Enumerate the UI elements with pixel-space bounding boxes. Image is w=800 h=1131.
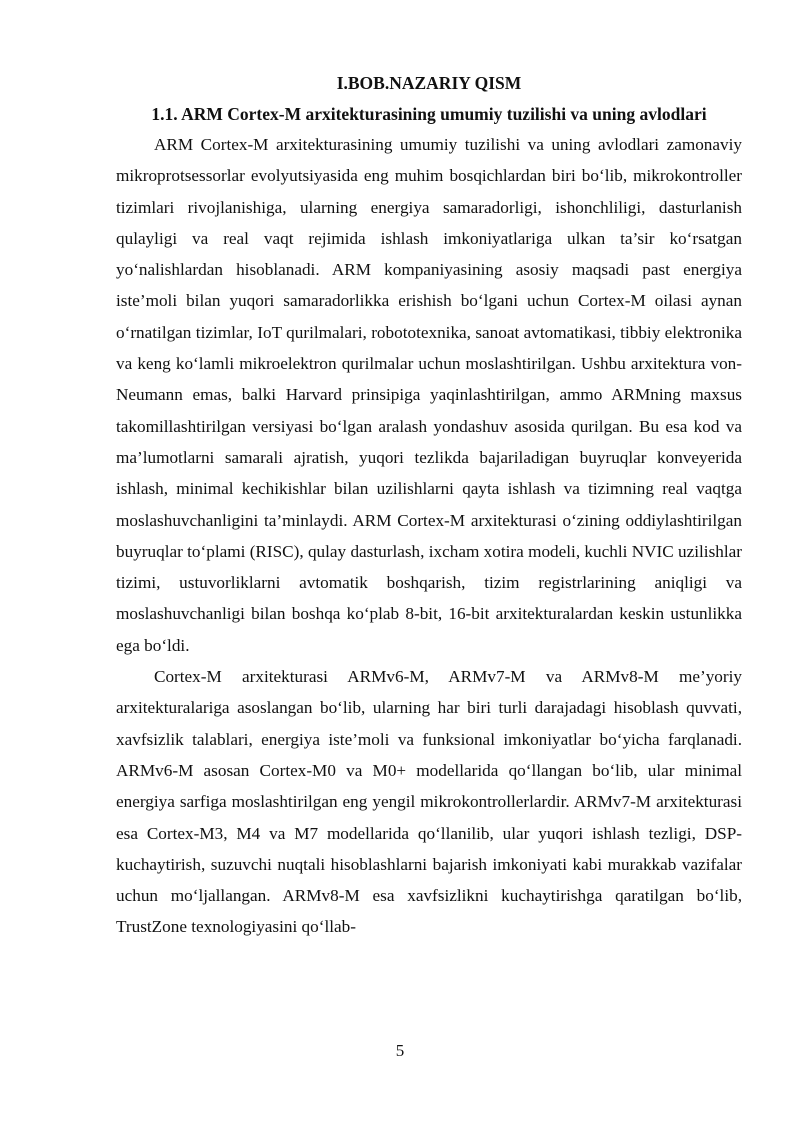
document-page <box>116 64 742 943</box>
body-paragraph: Cortex-M arxitekturasi ARMv6-M, ARMv7-M va ARMv8-M me’yoriy arxitekturalariga asoslangan bo‘lib, ularning har biri turli darajadagi hisoblash quvvati, xavfsizlik talablari, energiya iste’moli va funksional imkoniyatlar bo‘yicha farqlanadi. ARMv6-M asosan Cortex-M0 va M0+ modellarida qo‘llangan bo‘lib, ular minimal energiya sarfiga moslashtirilgan eng yengil mikrokontrollerlardir. ARMv7-M arxitekturasi esa Cortex-M3, M4 va M7 modellarida qo‘llanilib, ular yuqori ishlash tezligi, DSP-kuchaytirish, suzuvchi nuqtali hisoblashlarni bajarish imkoniyati kabi murakkab vazifalar uchun mo‘ljallangan. ARMv8-M esa xavfsizlikni kuchaytirishga qaratilgan bo‘lib, TrustZone texnologiyasini qo‘llab- <box>116 667 742 937</box>
section-title: 1.1. ARM Cortex-M arxitekturasining umumiy tuzilishi va uning avlodlari <box>151 104 707 124</box>
body-paragraph: ARM Cortex-M arxitekturasining umumiy tuzilishi va uning avlodlari zamonaviy mikroprotsessorlar evolyutsiyasida eng muhim bosqichlardan biri bo‘lib, mikrokontroller tizimlari rivojlanishiga, ularning energiya samaradorligi, ishonchliligi, dasturlanish qulayligi va real vaqt rejimida ishlash imkoniyatlariga ulkan ta’sir ko‘rsatgan yo‘nalishlardan hisoblanadi. ARM kompaniyasining asosiy maqsadi past energiya iste’moli bilan yuqori samaradorlikka erishish bo‘lgani uchun Cortex-M oilasi aynan o‘rnatilgan tizimlar, IoT qurilmalari, robototexnika, sanoat avtomatikasi, tibbiy elektronika va keng ko‘lamli mikroelektron qurilmalar uchun moslashtirilgan. Ushbu arxitektura von-Neumann emas, balki Harvard prinsipiga yaqinlashtirilgan, ammo ARMning maxsus takomillashtirilgan versiyasi bo‘lgan aralash yondashuv asosida qurilgan. Bu esa kod va ma’lumotlarni samarali ajratish, yuqori tezlikda bajariladigan buyruqlar konveyerida ishlash, minimal kechikishlar bilan uzilishlarni qayta ishlash va tizimning real vaqtga moslashuvchanligini ta’minlaydi. ARM Cortex-M arxitekturasi o‘zining oddiylashtirilgan buyruqlar to‘plami (RISC), qulay dasturlash, ixcham xotira modeli, kuchli NVIC uzilishlar tizimi, ustuvorliklarni avtomatik boshqarish, tizim registrlarining aniqligi va moslashuvchanligi bilan boshqa ko‘plab 8-bit, 16-bit arxitekturalardan keskin ustunlikka ega bo‘ldi. <box>116 135 742 655</box>
page-number: 5 <box>395 1041 405 1060</box>
chapter-title: I.BOB.NAZARIY QISM <box>336 73 522 93</box>
